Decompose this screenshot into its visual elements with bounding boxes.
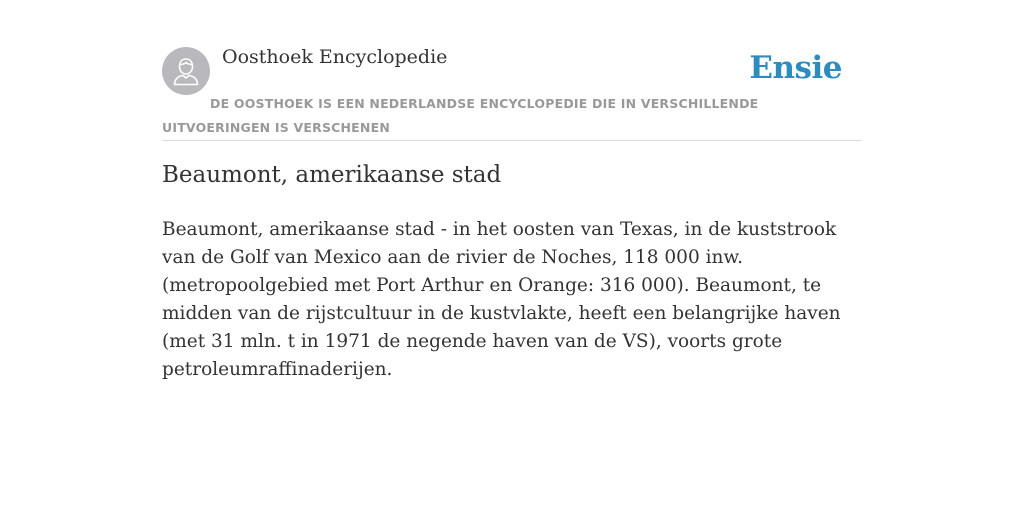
article-title: Beaumont, amerikaanse stad: [162, 162, 502, 188]
author-tagline: DE OOSTHOEK IS EEN NEDERLANDSE ENCYCLOPEDIE DIE IN VERSCHILLENDE UITVOERINGEN IS VERSCHENEN: [162, 96, 759, 135]
article-body: Beaumont, amerikaanse stad - in het oosten van Texas, in de kuststrook van de Golf van Mexico aan de rivier de Noches, 118 000 inw. (metropoolgebied met Port Arthur en Orange: 316 000). Beaumont, te midden van de rijstcultuur in de kustvlakte, heeft een belangrijke haven (met 31 mln. t in 1971 de negende haven van de VS), voorts grote petroleumraffinaderijen.: [162, 219, 841, 380]
header: [162, 46, 862, 141]
author-name[interactable]: Oosthoek Encyclopedie: [222, 46, 448, 68]
avatar[interactable]: [162, 47, 210, 95]
user-avatar-icon: [172, 56, 200, 86]
brand-logo[interactable]: Ensie: [749, 50, 842, 86]
